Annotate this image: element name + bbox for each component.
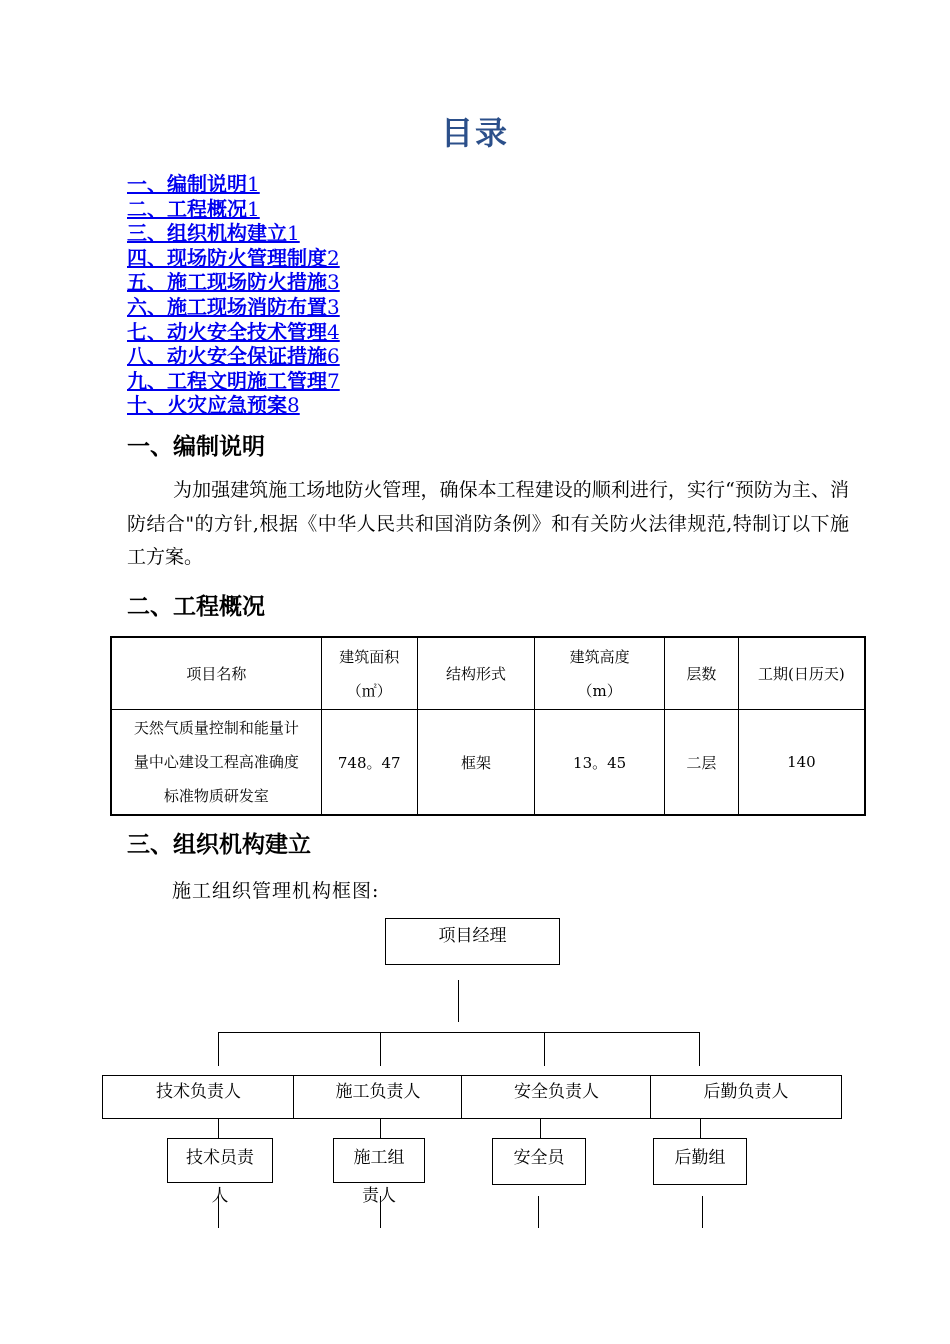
table-cell: 748。47 [321, 710, 417, 816]
section-heading: 三、组织机构建立 [127, 832, 311, 858]
toc-link[interactable]: 二、工程概况1 [127, 196, 260, 221]
header-cell: 建筑面积 （㎡） [321, 637, 417, 710]
org-connector [218, 1032, 219, 1066]
section-body: 为加强建筑施工场地防火管理，确保本工程建设的顺利进行，实行“预防为主、消防结合"的方针,根据《中华人民共和国消防条例》和有关防火法律规范,特制订以下施工方案。 [127, 479, 849, 568]
org-connector [699, 1032, 700, 1066]
org-connector [702, 1196, 703, 1228]
org-connector [538, 1196, 539, 1228]
org-connector [218, 1032, 700, 1033]
section-heading: 一、编制说明 [127, 434, 265, 460]
toc-link[interactable]: 十、火灾应急预案8 [127, 393, 300, 418]
org-connector [380, 1196, 381, 1228]
org-box-construction-team: 施工组责人 [333, 1138, 425, 1183]
org-connector [380, 1119, 381, 1139]
org-box-technician: 技术员责人 [167, 1138, 273, 1183]
toc-link[interactable]: 三、组织机构建立1 [127, 221, 300, 246]
toc-link[interactable]: 六、施工现场消防布置3 [127, 294, 340, 319]
org-chart-caption: 施工组织管理机构框图: [172, 880, 380, 902]
header-cell: 工期(日历天) [738, 637, 865, 710]
org-connector [544, 1032, 545, 1066]
org-box-safety-lead: 安全负责人 [461, 1075, 652, 1119]
org-box-project-manager: 项目经理 [385, 918, 560, 965]
org-box-safety-officer: 安全员 [492, 1138, 586, 1185]
org-connector [458, 980, 459, 1022]
table-cell: 天然气质量控制和能量计 量中心建设工程高准确度 标准物质研发室 [111, 710, 321, 816]
header-cell: 层数 [664, 637, 738, 710]
toc-link[interactable]: 四、现场防火管理制度2 [127, 245, 340, 270]
header-cell: 建筑高度 （m） [535, 637, 665, 710]
project-info-table [110, 636, 866, 816]
org-box-construction-lead: 施工负责人 [293, 1075, 463, 1119]
section-heading: 二、工程概况 [127, 594, 265, 620]
table-cell: 二层 [664, 710, 738, 816]
toc-title: 目录 [440, 114, 509, 152]
table-cell: 140 [738, 710, 865, 816]
org-connector [218, 1196, 219, 1228]
table-cell: 13。45 [535, 710, 665, 816]
toc-link[interactable]: 五、施工现场防火措施3 [127, 270, 340, 295]
org-connector [540, 1119, 541, 1139]
org-connector [380, 1032, 381, 1066]
table-of-contents [127, 172, 340, 418]
header-cell: 结构形式 [417, 637, 535, 710]
table-cell: 框架 [417, 710, 535, 816]
org-box-tech-lead: 技术负责人 [102, 1075, 295, 1119]
toc-link[interactable]: 八、动火安全保证措施6 [127, 344, 340, 369]
org-box-logistics-team: 后勤组 [653, 1138, 747, 1185]
toc-link[interactable]: 七、动火安全技术管理4 [127, 319, 340, 344]
org-box-logistics-lead: 后勤负责人 [650, 1075, 842, 1119]
toc-link[interactable]: 九、工程文明施工管理7 [127, 368, 340, 393]
toc-link[interactable]: 一、编制说明1 [127, 172, 260, 196]
org-connector [218, 1119, 219, 1139]
header-cell: 项目名称 [111, 637, 321, 710]
org-connector [700, 1119, 701, 1139]
